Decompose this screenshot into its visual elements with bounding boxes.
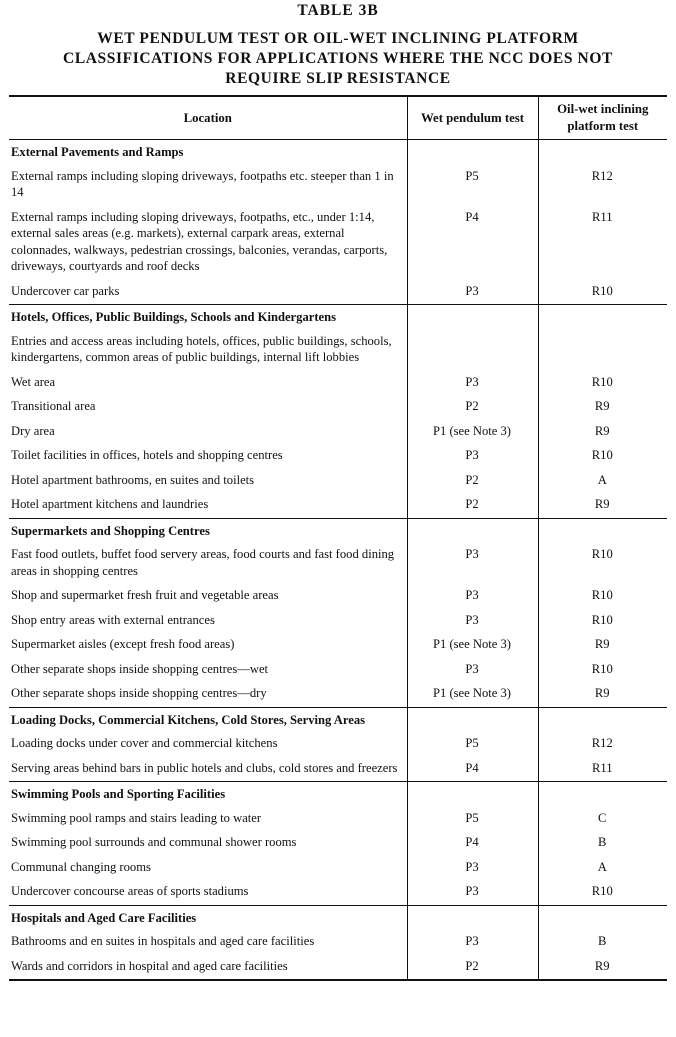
oil-wet-platform-cell: R9 <box>538 420 667 445</box>
wet-pendulum-cell: P3 <box>407 543 538 584</box>
oil-wet-platform-cell: R9 <box>538 955 667 981</box>
table-row <box>9 543 667 584</box>
location-cell: Undercover car parks <box>11 283 120 298</box>
wet-pendulum-cell: P3 <box>407 371 538 396</box>
wet-pendulum-cell: P5 <box>407 807 538 832</box>
section-empty-cell <box>538 140 667 165</box>
wet-pendulum-cell: P4 <box>407 757 538 782</box>
table-row <box>9 280 667 305</box>
oil-wet-platform-cell: R9 <box>538 395 667 420</box>
oil-wet-platform-cell: R11 <box>538 206 667 280</box>
table-row <box>9 165 667 206</box>
table-row <box>9 633 667 658</box>
location-cell: Wet area <box>11 374 56 389</box>
table-row <box>9 330 667 371</box>
table-row <box>9 757 667 782</box>
section-empty-cell <box>407 707 538 732</box>
wet-pendulum-cell: P2 <box>407 469 538 494</box>
wet-pendulum-cell: P2 <box>407 395 538 420</box>
table-title-line: REQUIRE SLIP RESISTANCE <box>225 70 451 87</box>
header-location: Location <box>9 96 407 140</box>
location-cell: Swimming pool ramps and stairs leading to water <box>11 810 262 825</box>
location-cell: Undercover concourse areas of sports stadiums <box>11 884 249 898</box>
table-row <box>9 493 667 518</box>
table-row <box>9 420 667 445</box>
location-cell: Hotel apartment bathrooms, en suites and toilets <box>11 472 255 487</box>
oil-wet-platform-cell: R9 <box>538 633 667 658</box>
oil-wet-platform-cell: B <box>538 930 667 955</box>
oil-wet-platform-cell: R10 <box>538 584 667 609</box>
oil-wet-platform-cell: R10 <box>538 444 667 469</box>
section-empty-cell <box>538 782 667 807</box>
oil-wet-platform-cell: R12 <box>538 165 667 206</box>
section-title: Hotels, Offices, Public Buildings, Schools and Kindergartens <box>9 305 407 330</box>
table-title-line: CLASSIFICATIONS FOR APPLICATIONS WHERE THE NCC DOES NOT <box>63 50 613 67</box>
oil-wet-platform-cell: R9 <box>538 493 667 518</box>
section-empty-cell <box>407 782 538 807</box>
table-row <box>9 930 667 955</box>
section-empty-cell <box>538 905 667 930</box>
table-row <box>9 444 667 469</box>
location-cell: Supermarket aisles (except fresh food areas) <box>11 637 235 651</box>
wet-pendulum-cell: P1 (see Note 3) <box>407 420 538 445</box>
table-label: TABLE 3B <box>297 2 379 19</box>
location-cell: Transitional area <box>11 399 96 413</box>
section-empty-cell <box>407 140 538 165</box>
table-row <box>9 831 667 856</box>
table-row <box>9 682 667 707</box>
oil-wet-platform-cell: A <box>538 469 667 494</box>
section-row <box>9 905 667 930</box>
section-empty-cell <box>538 305 667 330</box>
section-row <box>9 518 667 543</box>
location-cell: Swimming pool surrounds and communal shower rooms <box>11 835 297 849</box>
location-cell: Bathrooms and en suites in hospitals and aged care facilities <box>11 934 315 948</box>
section-row <box>9 305 667 330</box>
table-row <box>9 395 667 420</box>
slip-classification-table <box>9 95 667 981</box>
table-row <box>9 732 667 757</box>
wet-pendulum-cell: P4 <box>407 831 538 856</box>
wet-pendulum-cell: P3 <box>407 658 538 683</box>
location-cell: Dry area <box>11 423 55 438</box>
location-cell: Toilet facilities in offices, hotels and shopping centres <box>11 448 283 462</box>
table-row <box>9 807 667 832</box>
section-title: External Pavements and Ramps <box>11 145 184 159</box>
location-cell: Other separate shops inside shopping centres—wet <box>11 661 269 676</box>
table-row <box>9 609 667 634</box>
location-cell: Hotel apartment kitchens and laundries <box>11 497 209 511</box>
table-row <box>9 658 667 683</box>
location-cell: Shop entry areas with external entrances <box>11 612 215 627</box>
table-row <box>9 584 667 609</box>
section-title: Hospitals and Aged Care Facilities <box>9 905 407 930</box>
table-row <box>9 206 667 280</box>
location-cell: Entries and access areas including hotels, offices, public buildings, schools, kindergartens, common areas of public buildings, internal lift lobbies <box>11 333 392 364</box>
location-cell: External ramps including sloping driveways, footpaths etc. steeper than 1 in 14 <box>11 168 394 199</box>
table-row <box>9 371 667 396</box>
wet-pendulum-cell: P3 <box>407 856 538 881</box>
table-row <box>9 856 667 881</box>
section-empty-cell <box>538 518 667 543</box>
header-wet-pendulum: Wet pendulum test <box>407 96 538 140</box>
oil-wet-platform-cell: R9 <box>538 682 667 707</box>
location-cell: Fast food outlets, buffet food servery areas, food courts and fast food dining areas in shopping centres <box>11 547 395 578</box>
section-empty-cell <box>407 305 538 330</box>
oil-wet-platform-cell: R10 <box>538 371 667 396</box>
location-cell: Shop and supermarket fresh fruit and vegetable areas <box>11 588 279 602</box>
section-row <box>9 782 667 807</box>
section-title: Swimming Pools and Sporting Facilities <box>9 782 407 807</box>
wet-pendulum-cell: P5 <box>407 732 538 757</box>
table-header-row <box>9 96 667 140</box>
wet-pendulum-cell: P1 (see Note 3) <box>407 682 538 707</box>
section-row <box>9 140 667 165</box>
location-cell: Loading docks under cover and commercial kitchens <box>11 736 278 750</box>
wet-pendulum-cell: P3 <box>407 930 538 955</box>
table-title-line: WET PENDULUM TEST OR OIL-WET INCLINING PLATFORM <box>97 30 579 47</box>
wet-pendulum-cell: P3 <box>407 880 538 905</box>
wet-pendulum-cell: P4 <box>407 206 538 280</box>
section-empty-cell <box>407 905 538 930</box>
section-title: Loading Docks, Commercial Kitchens, Cold Stores, Serving Areas <box>9 707 407 732</box>
oil-wet-platform-cell <box>538 330 667 371</box>
header-oil-wet-platform: Oil-wet inclining platform test <box>538 96 667 140</box>
oil-wet-platform-cell: A <box>538 856 667 881</box>
wet-pendulum-cell: P5 <box>407 165 538 206</box>
location-cell: Wards and corridors in hospital and aged care facilities <box>11 958 288 973</box>
wet-pendulum-cell: P3 <box>407 444 538 469</box>
table-title <box>0 29 676 89</box>
wet-pendulum-cell: P1 (see Note 3) <box>407 633 538 658</box>
oil-wet-platform-cell: R10 <box>538 609 667 634</box>
section-empty-cell <box>538 707 667 732</box>
location-cell: Serving areas behind bars in public hotels and clubs, cold stores and freezers <box>11 760 398 775</box>
wet-pendulum-cell: P3 <box>407 609 538 634</box>
table-row <box>9 469 667 494</box>
wet-pendulum-cell: P2 <box>407 493 538 518</box>
oil-wet-platform-cell: R10 <box>538 658 667 683</box>
table-body <box>9 140 667 981</box>
location-cell: External ramps including sloping driveways, footpaths, etc., under 1:14, external sales areas (e.g. markets), external carpark areas, external colonnades, walkways, pedestrian crossings, balconies, verandas, carports, driveways, courtyards and roof decks <box>11 209 388 273</box>
wet-pendulum-cell: P3 <box>407 584 538 609</box>
oil-wet-platform-cell: R12 <box>538 732 667 757</box>
oil-wet-platform-cell: R10 <box>538 880 667 905</box>
location-cell: Communal changing rooms <box>11 859 151 874</box>
wet-pendulum-cell <box>407 330 538 371</box>
oil-wet-platform-cell: R10 <box>538 280 667 305</box>
wet-pendulum-cell: P3 <box>407 280 538 305</box>
oil-wet-platform-cell: R10 <box>538 543 667 584</box>
section-title: Supermarkets and Shopping Centres <box>9 518 407 543</box>
location-cell: Other separate shops inside shopping centres—dry <box>11 686 267 700</box>
oil-wet-platform-cell: R11 <box>538 757 667 782</box>
table-row <box>9 880 667 905</box>
wet-pendulum-cell: P2 <box>407 955 538 981</box>
oil-wet-platform-cell: C <box>538 807 667 832</box>
table-row <box>9 955 667 981</box>
oil-wet-platform-cell: B <box>538 831 667 856</box>
section-row <box>9 707 667 732</box>
section-empty-cell <box>407 518 538 543</box>
